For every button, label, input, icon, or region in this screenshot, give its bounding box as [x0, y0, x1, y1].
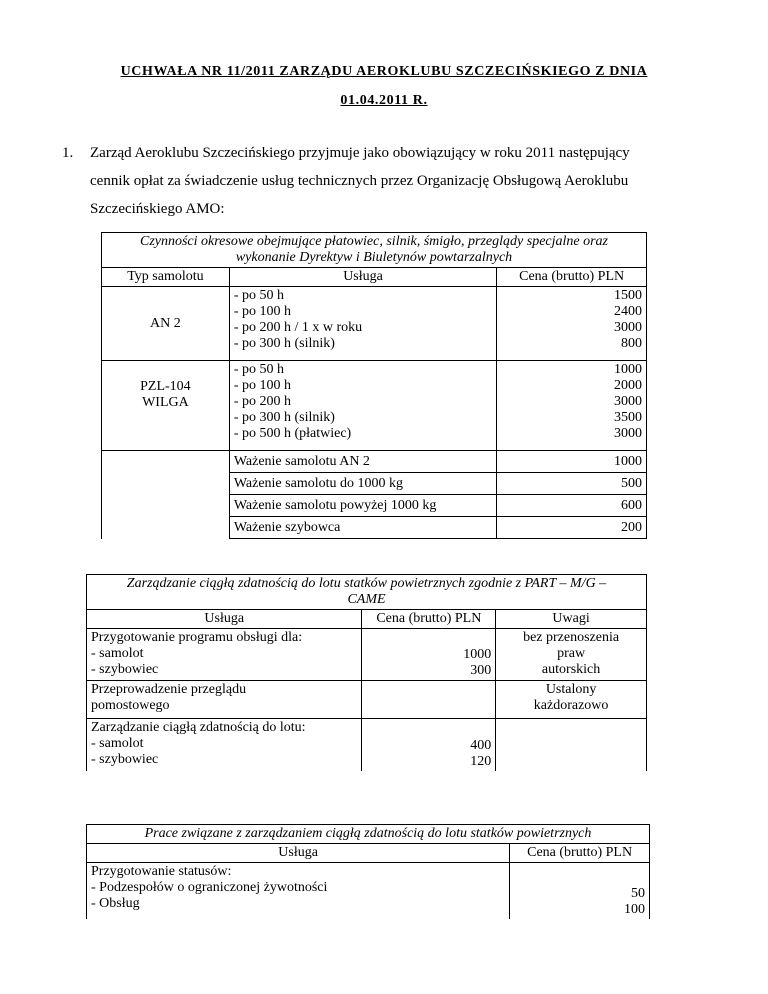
table2-row3-prices: 400 120 [362, 719, 496, 771]
table1-header-service: Usługa [229, 268, 496, 287]
document-title-line1: UCHWAŁA NR 11/2011 ZARZĄDU AEROKLUBU SZCZECIŃSKIEGO Z DNIA [120, 64, 648, 79]
airworthiness-table [86, 574, 647, 771]
table1-prices-wilga: 1000 2000 3000 3500 3000 [497, 361, 647, 451]
table2-row2-notes: Ustalony każdorazowo [496, 681, 647, 719]
table2-row1-prices: 1000 300 [362, 629, 496, 681]
work-table [86, 824, 650, 919]
table1-type-an2: AN 2 [102, 287, 230, 361]
intro-line1: Zarząd Aeroklubu Szczecińskiego przyjmuje jako obowiązujący w roku 2011 następujący [90, 145, 630, 161]
table3-header-service: Usługa [87, 844, 510, 863]
table1-weigh-glider: Ważenie szybowca [229, 517, 496, 539]
table2-row3-service: Zarządzanie ciągłą zdatnością do lotu: - samolot - szybowiec [87, 719, 362, 771]
table1-type-wilga: PZL-104 WILGA [102, 361, 230, 451]
table1-weigh-an2: Ważenie samolotu AN 2 [229, 451, 496, 473]
table1-weigh-under1000-price: 500 [497, 473, 647, 495]
table1-empty-cell [102, 451, 230, 539]
intro-number: 1. [62, 145, 74, 161]
table1-weigh-glider-price: 200 [497, 517, 647, 539]
table2-row3-notes-empty [496, 719, 647, 771]
intro-line3: Szczecińskiego AMO: [90, 201, 225, 217]
table2-header-price: Cena (brutto) PLN [362, 610, 496, 629]
table2-header-notes: Uwagi [496, 610, 647, 629]
table1-prices-an2: 1500 2400 3000 800 [497, 287, 647, 361]
table3-row1-prices: 50 100 [510, 863, 650, 919]
table1-weigh-under1000: Ważenie samolotu do 1000 kg [229, 473, 496, 495]
table1-weigh-an2-price: 1000 [497, 451, 647, 473]
table1-weigh-over1000-price: 600 [497, 495, 647, 517]
table1-header-type: Typ samolotu [102, 268, 230, 287]
maintenance-table [101, 232, 647, 539]
table3-header-price: Cena (brutto) PLN [510, 844, 650, 863]
table2-header-service: Usługa [87, 610, 362, 629]
intro-line2: cennik opłat za świadczenie usług technicznych przez Organizację Obsługową Aeroklubu [90, 173, 629, 189]
table2-row2-price-empty [362, 681, 496, 719]
table1-weigh-over1000: Ważenie samolotu powyżej 1000 kg [229, 495, 496, 517]
intro-paragraph [62, 139, 664, 223]
table1-services-wilga: - po 50 h - po 100 h - po 200 h - po 300 h (silnik) - po 500 h (płatwiec) [229, 361, 496, 451]
table1-caption: Czynności okresowe obejmujące płatowiec, silnik, śmigło, przeglądy specjalne oraz wykonanie Dyrektyw i Biuletynów powtarzalnych [102, 233, 647, 268]
table1-header-price: Cena (brutto) PLN [497, 268, 647, 287]
table1-services-an2: - po 50 h - po 100 h - po 200 h / 1 x w roku - po 300 h (silnik) [229, 287, 496, 361]
document-title-line2: 01.04.2011 R. [340, 93, 428, 108]
table2-row1-service: Przygotowanie programu obsługi dla: - samolot - szybowiec [87, 629, 362, 681]
table2-caption: Zarządzanie ciągłą zdatnością do lotu statków powietrznych zgodnie z PART – M/G – CAME [87, 575, 647, 610]
table3-row1-service: Przygotowanie statusów: - Podzespołów o ograniczonej żywotności - Obsług [87, 863, 510, 919]
table2-row2-service: Przeprowadzenie przeglądu pomostowego [87, 681, 362, 719]
table3-caption: Prace związane z zarządzaniem ciągłą zdatnością do lotu statków powietrznych [87, 825, 650, 844]
table2-row1-notes: bez przenoszenia praw autorskich [496, 629, 647, 681]
